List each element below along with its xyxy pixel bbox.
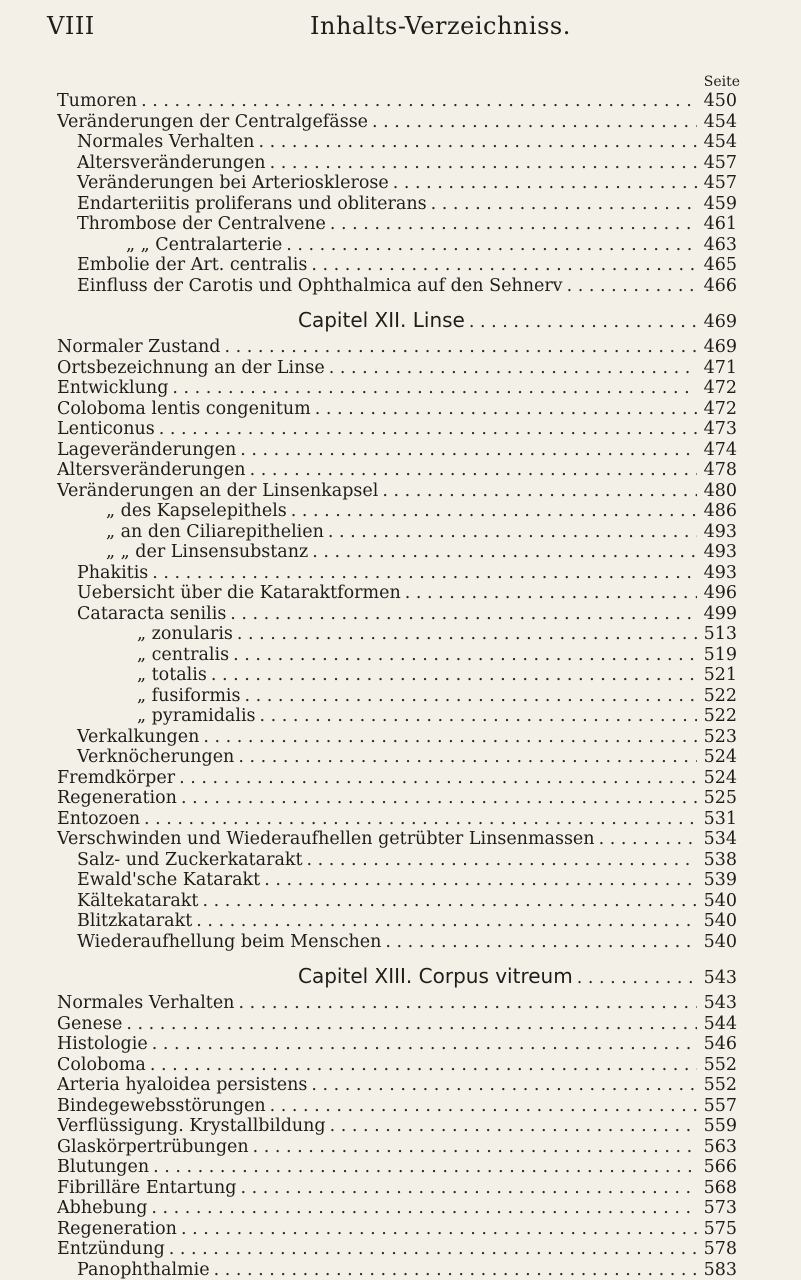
leader-dots [172, 378, 697, 399]
toc-entry [57, 850, 737, 871]
toc-page-number: 578 [701, 1239, 737, 1260]
leader-dots [237, 624, 697, 645]
toc-page-number: 538 [701, 850, 737, 871]
toc-entry-label: Uebersicht über die Kataraktformen [57, 583, 401, 604]
toc-entry-label: Glaskörpertrübungen [57, 1137, 249, 1158]
leader-dots [328, 522, 697, 543]
toc-page-number: 540 [701, 891, 737, 912]
toc-entry [57, 1075, 737, 1096]
toc-entry-label: Veränderungen an der Linsenkapsel [57, 481, 378, 502]
toc-entry [57, 727, 737, 748]
toc-entry [57, 358, 737, 379]
toc-entry-label: Verknöcherungen [57, 747, 234, 768]
toc-entry-label: Veränderungen bei Arteriosklerose [57, 173, 389, 194]
toc-page-number: 459 [701, 194, 737, 215]
toc-page-number: 552 [701, 1075, 737, 1096]
toc-entry-label: Panophthalmie [57, 1260, 210, 1280]
leader-dots [214, 1260, 697, 1280]
toc-entry [57, 440, 737, 461]
toc-page-number: 450 [701, 91, 737, 112]
toc-entry-label: Genese [57, 1014, 122, 1035]
leader-dots [311, 1075, 697, 1096]
toc-entry-label: „ pyramidalis [57, 706, 256, 727]
toc-page-number: 465 [701, 255, 737, 276]
toc-entry-label: „ des Kapselepithels [57, 501, 287, 522]
toc-page-number: 478 [701, 460, 737, 481]
toc-entry-label: Ortsbezeichnung an der Linse [57, 358, 325, 379]
toc-entry [57, 1014, 737, 1035]
toc-page-number: 568 [701, 1178, 737, 1199]
toc-page-number: 523 [701, 727, 737, 748]
toc-page-number: 474 [701, 440, 737, 461]
toc-page-number: 524 [701, 747, 737, 768]
leader-dots [233, 645, 697, 666]
toc-entry-label: Histologie [57, 1034, 148, 1055]
toc-entry [57, 747, 737, 768]
toc-page-number: 563 [701, 1137, 737, 1158]
leader-dots [253, 1137, 697, 1158]
toc-entry [57, 460, 737, 481]
toc-entry [57, 276, 737, 297]
leader-dots [152, 563, 697, 584]
leader-dots [260, 706, 697, 727]
leader-dots [181, 1219, 697, 1240]
toc-page-number: 486 [701, 501, 737, 522]
toc-page-number: 493 [701, 563, 737, 584]
toc-page-number: 457 [701, 173, 737, 194]
toc-entry-label: Altersveränderungen [57, 153, 266, 174]
toc-entry [57, 1137, 737, 1158]
toc-entry-label: Blitzkatarakt [57, 911, 192, 932]
toc-entry-label: Verflüssigung. Krystallbildung [57, 1116, 326, 1137]
toc-entry [57, 768, 737, 789]
toc-entry-label: Embolie der Art. centralis [57, 255, 307, 276]
toc-page-number: 524 [701, 768, 737, 789]
toc-entry-label: Entozoen [57, 809, 140, 830]
toc-page-number: 540 [701, 932, 737, 953]
toc-page-number: 499 [701, 604, 737, 625]
seite-column-label: Seite [704, 74, 740, 90]
toc-entry [57, 665, 737, 686]
running-title: Inhalts-Verzeichniss. [310, 12, 571, 40]
leader-dots [431, 194, 697, 215]
toc-page-number: 513 [701, 624, 737, 645]
toc-entry-label: Kältekatarakt [57, 891, 198, 912]
toc-entry [57, 829, 737, 850]
toc-entry [57, 399, 737, 420]
toc-page-number: 546 [701, 1034, 737, 1055]
leader-dots [330, 1116, 697, 1137]
toc-entry-label: Regeneration [57, 788, 177, 809]
toc-page-number: 525 [701, 788, 737, 809]
toc-page-number: 472 [701, 399, 737, 420]
leader-dots [577, 965, 697, 989]
toc-entry-label: Endarteriitis proliferans und obliterans [57, 194, 427, 215]
toc-entry-label: Fibrilläre Entartung [57, 1178, 236, 1199]
toc-entry [57, 91, 737, 112]
leader-dots [330, 214, 697, 235]
toc-page-number: 469 [701, 309, 737, 333]
leader-dots [312, 542, 697, 563]
toc-entry [57, 337, 737, 358]
toc-entry-label: Cataracta senilis [57, 604, 226, 625]
toc-entry-label: Veränderungen der Centralgefässe [57, 112, 368, 133]
toc-entry [57, 1178, 737, 1199]
toc-entry-label: Thrombose der Centralvene [57, 214, 326, 235]
toc-page-number: 575 [701, 1219, 737, 1240]
toc-entry [57, 645, 737, 666]
toc-page-number: 463 [701, 235, 737, 256]
leader-dots [385, 932, 697, 953]
toc-page-number: 493 [701, 542, 737, 563]
toc-entry [57, 583, 737, 604]
toc-page-number: 583 [701, 1260, 737, 1280]
toc-page-number: 543 [701, 965, 737, 989]
leader-dots [469, 309, 697, 333]
toc-entry-label: Fremdkörper [57, 768, 175, 789]
toc-entry [57, 891, 737, 912]
leader-dots [126, 1014, 697, 1035]
leader-dots [141, 91, 697, 112]
toc-page-number: 471 [701, 358, 737, 379]
leader-dots [179, 768, 697, 789]
leader-dots [159, 419, 697, 440]
toc-entry-label: Abhebung [57, 1198, 147, 1219]
toc-entry-label: Lenticonus [57, 419, 155, 440]
leader-dots [152, 1034, 697, 1055]
leader-dots [238, 747, 697, 768]
toc-entry [57, 194, 737, 215]
toc-page-number: 566 [701, 1157, 737, 1178]
toc-entry-label: „ „ der Linsensubstanz [57, 542, 308, 563]
toc-entry [57, 501, 737, 522]
toc-entry-label: Verschwinden und Wiederaufhellen getrübter Linsenmassen [57, 829, 595, 850]
toc-entry [57, 788, 737, 809]
toc-entry [57, 809, 737, 830]
toc-page-number: 466 [701, 276, 737, 297]
leader-dots [181, 788, 697, 809]
toc-entry [57, 173, 737, 194]
toc-entry-label: Blutungen [57, 1157, 149, 1178]
toc-page-number: 522 [701, 706, 737, 727]
leader-dots [153, 1157, 697, 1178]
leader-dots [196, 911, 697, 932]
toc-entry [57, 706, 737, 727]
toc-entry [57, 419, 737, 440]
leader-dots [307, 850, 697, 871]
toc-entry [57, 604, 737, 625]
leader-dots [240, 440, 697, 461]
toc-page-number: 521 [701, 665, 737, 686]
table-of-contents [57, 91, 737, 1280]
toc-entry-label: Ewald'sche Katarakt [57, 870, 260, 891]
toc-entry [57, 624, 737, 645]
toc-entry [57, 993, 737, 1014]
toc-page-number: 531 [701, 809, 737, 830]
toc-page-number: 519 [701, 645, 737, 666]
chapter-title: Capitel XIII. Corpus vitreum [57, 963, 573, 989]
leader-dots [382, 481, 697, 502]
chapter-heading [57, 296, 737, 333]
leader-dots [224, 337, 697, 358]
leader-dots [258, 132, 697, 153]
toc-page-number: 522 [701, 686, 737, 707]
toc-entry [57, 686, 737, 707]
chapter-heading [57, 952, 737, 989]
toc-page-number: 559 [701, 1116, 737, 1137]
toc-entry-label: Verkalkungen [57, 727, 199, 748]
toc-entry-label: „ zonularis [57, 624, 233, 645]
leader-dots [240, 1178, 697, 1199]
toc-entry-label: Wiederaufhellung beim Menschen [57, 932, 381, 953]
toc-page-number: 544 [701, 1014, 737, 1035]
leader-dots [202, 891, 697, 912]
toc-entry-label: Tumoren [57, 91, 137, 112]
toc-entry-label: Bindegewebsstörungen [57, 1096, 266, 1117]
leader-dots [264, 870, 697, 891]
toc-page-number: 557 [701, 1096, 737, 1117]
toc-entry-label: Arteria hyaloidea persistens [57, 1075, 307, 1096]
page-number-header: VIII [47, 12, 95, 40]
toc-entry [57, 1198, 737, 1219]
toc-entry-label: „ fusiformis [57, 686, 241, 707]
toc-entry [57, 522, 737, 543]
toc-entry [57, 911, 737, 932]
toc-entry [57, 1239, 737, 1260]
toc-entry [57, 1219, 737, 1240]
chapter-title: Capitel XII. Linse [57, 307, 465, 333]
toc-entry-label: Einfluss der Carotis und Ophthalmica auf den Sehnerv [57, 276, 563, 297]
leader-dots [144, 809, 697, 830]
toc-entry [57, 255, 737, 276]
toc-entry-label: Normaler Zustand [57, 337, 220, 358]
leader-dots [270, 153, 697, 174]
toc-entry [57, 932, 737, 953]
leader-dots [211, 665, 697, 686]
toc-entry [57, 563, 737, 584]
leader-dots [599, 829, 697, 850]
leader-dots [150, 1055, 697, 1076]
toc-entry [57, 870, 737, 891]
toc-entry [57, 1096, 737, 1117]
toc-entry [57, 378, 737, 399]
toc-entry-label: Entzündung [57, 1239, 165, 1260]
toc-entry [57, 214, 737, 235]
toc-entry [57, 1116, 737, 1137]
toc-entry [57, 1034, 737, 1055]
toc-entry [57, 153, 737, 174]
toc-entry-label: Normales Verhalten [57, 132, 254, 153]
leader-dots [291, 501, 697, 522]
toc-page-number: 472 [701, 378, 737, 399]
toc-entry [57, 1055, 737, 1076]
toc-page-number: 469 [701, 337, 737, 358]
toc-entry-label: Entwicklung [57, 378, 168, 399]
toc-page-number: 540 [701, 911, 737, 932]
toc-entry-label: Altersveränderungen [57, 460, 246, 481]
toc-entry-label: „ „ Centralarterie [57, 235, 282, 256]
toc-entry [57, 112, 737, 133]
toc-entry [57, 481, 737, 502]
toc-entry-label: Phakitis [57, 563, 148, 584]
toc-page-number: 457 [701, 153, 737, 174]
leader-dots [230, 604, 697, 625]
leader-dots [169, 1239, 697, 1260]
toc-entry-label: „ totalis [57, 665, 207, 686]
toc-entry [57, 542, 737, 563]
toc-entry-label: Salz- und Zuckerkatarakt [57, 850, 303, 871]
toc-page-number: 493 [701, 522, 737, 543]
toc-entry-label: Coloboma lentis congenitum [57, 399, 311, 420]
leader-dots [270, 1096, 697, 1117]
leader-dots [372, 112, 697, 133]
leader-dots [405, 583, 697, 604]
toc-entry [57, 1260, 737, 1280]
toc-entry [57, 1157, 737, 1178]
toc-page-number: 454 [701, 132, 737, 153]
leader-dots [286, 235, 697, 256]
toc-entry-label: Regeneration [57, 1219, 177, 1240]
toc-entry-label: Coloboma [57, 1055, 146, 1076]
toc-entry-label: Normales Verhalten [57, 993, 234, 1014]
toc-page-number: 461 [701, 214, 737, 235]
toc-entry [57, 235, 737, 256]
leader-dots [315, 399, 697, 420]
toc-page-number: 496 [701, 583, 737, 604]
toc-entry-label: Lageveränderungen [57, 440, 236, 461]
leader-dots [250, 460, 697, 481]
toc-page-number: 543 [701, 993, 737, 1014]
leader-dots [567, 276, 697, 297]
toc-page-number: 454 [701, 112, 737, 133]
toc-page-number: 573 [701, 1198, 737, 1219]
leader-dots [203, 727, 697, 748]
leader-dots [311, 255, 697, 276]
toc-page-number: 552 [701, 1055, 737, 1076]
toc-page-number: 480 [701, 481, 737, 502]
toc-page-number: 473 [701, 419, 737, 440]
toc-page-number: 539 [701, 870, 737, 891]
leader-dots [238, 993, 697, 1014]
leader-dots [329, 358, 697, 379]
leader-dots [245, 686, 697, 707]
toc-entry-label: „ centralis [57, 645, 229, 666]
toc-page-number: 534 [701, 829, 737, 850]
leader-dots [151, 1198, 697, 1219]
toc-entry-label: „ an den Ciliarepithelien [57, 522, 324, 543]
leader-dots [393, 173, 697, 194]
toc-entry [57, 132, 737, 153]
